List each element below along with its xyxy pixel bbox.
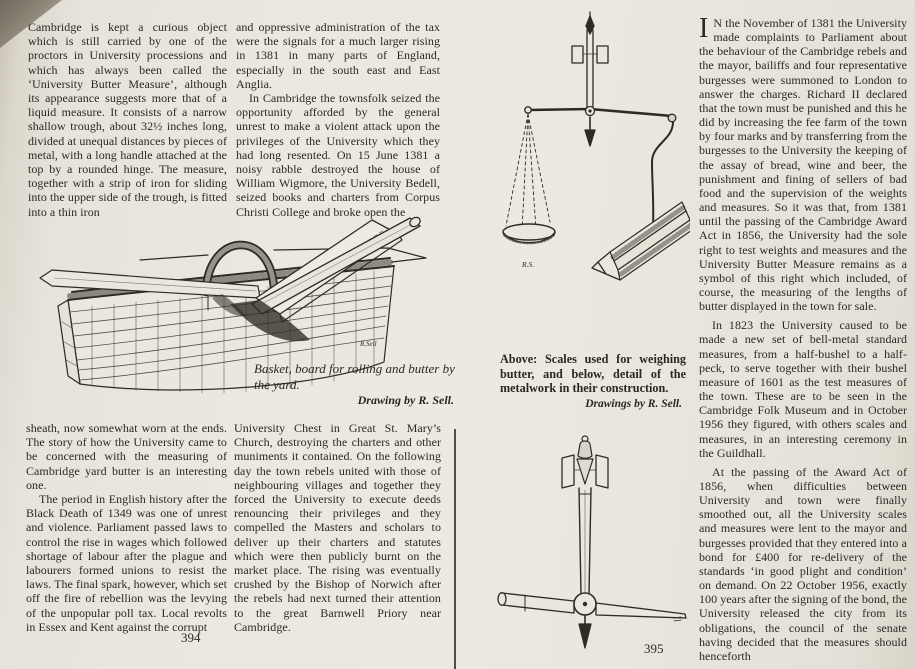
pointer-post <box>587 30 593 112</box>
metalwork-detail-illustration <box>477 428 693 668</box>
detail-cone <box>577 459 593 484</box>
detail-fork-plate <box>562 455 574 488</box>
paragraph: In Cambridge the townsfolk seized the opportunity afforded by the general unrest to make a violent attack upon the privileges of the University which they had long resented. On 15 June 1381 a noisy rabble destroyed the house of William Wigmore, the University Bedell, seized books and charters from Corpus Christi College and broke open the <box>236 91 440 219</box>
drop-cap: I <box>699 13 709 44</box>
beam-pointer <box>585 130 595 146</box>
caption-credit: Drawing by R. Sell. <box>357 393 454 407</box>
page-gutter-line <box>454 429 456 669</box>
scales-illustration <box>484 6 690 348</box>
basket-back-rim <box>140 255 208 260</box>
fork-bracket <box>597 46 608 63</box>
paragraph-text: N the November of 1381 the University made complaints to Parliament about the behaviour of the Cambridge rebels and the mayor, bailiffs and four representative burgesses were summoned to London to answer the charges. Richard II declared that the town must be punished and this he did by increasing the fee farm of the town by four marks and by transferring from the burgesses to the University the keeping of the assay of bread, wine and beer, the punishment and fining of sellers of bad food and the supervision of the weights and measures. So it was that, from 1381 until the passing of the Cambridge Award Act in 1856, the University had the sole right to test weights and measures and the University Butter Measure remains as a symbol of this right which included, of course, the measuring of the lengths of butter displayed in the town for sale. <box>699 16 907 314</box>
detail-knob <box>578 441 592 458</box>
artist-signature: R.Sell <box>360 340 377 348</box>
left-page-column2-bottom <box>234 421 441 634</box>
detail-crossbar-left <box>502 593 574 613</box>
artist-signature: R.S. <box>522 260 535 269</box>
paragraph: University Chest in Great St. Mary’s Church, destroying the charters and other muniments it contained. On the following day the town rebels united with those of neighbouring villages and together they forced the University to execute deeds renouncing their privileges and they compelled the Masters and scholars to deliver up their charters and statutes which were then publicly burnt on the market place. The rising was eventually crushed by the Bishop of Norwich after the rebels had next turned their attention to the great Barnwell Priory near Cambridge. <box>234 421 441 634</box>
paragraph: In 1823 the University caused to be made a new set of bell-metal standard measures, from a half-bushel to a half-peck, to serve together with their bushel measure of 1601 as the test measures of the town. These are to be seen in the Cambridge Folk Museum and in October 1956 they figured, with others scales and measures, in an interesting ceremony in the Guildhall. <box>699 318 907 460</box>
detail-fork-plate <box>596 455 608 488</box>
balance-pan <box>503 224 555 240</box>
scales-caption <box>500 352 686 411</box>
left-page-column1-bottom <box>26 421 227 634</box>
pan-cords <box>506 114 550 230</box>
trough-floor <box>614 211 690 270</box>
detail-pointer <box>579 624 591 648</box>
paragraph: The period in English history after the Black Death of 1349 was one of unrest and violence. Parliament passed laws to control the rise in wages which followed shortage of labour after the plague and labourers formed unions to resist the laws. The final spark, however, which set off the fire of rebellion was the levying of the unpopular poll tax. Local revolts in Essex and Kent against the corrupt <box>26 492 227 634</box>
left-page-column2-top <box>236 20 440 219</box>
caption-text: Above: Scales used for weighing butter, and below, detail of the metalwork in their construction. <box>500 352 686 396</box>
detail-crossbar-cap <box>498 593 506 606</box>
balance-beam <box>528 109 672 116</box>
caption-credit: Drawings by R. Sell. <box>585 397 682 410</box>
paragraph: and oppressive administration of the tax were the signals for a much larger rising in 1381 in many parts of England, especially in the south east and East Anglia. <box>236 20 440 91</box>
beam-right-knob <box>668 114 676 122</box>
paragraph: Cambridge is kept a curious object which is still carried by one of the proctors in University processions and which has always been called the ‘University Butter Measure’, although its appearance suggests more that of a liquid measure. It consists of a narrow shallow trough, about 32½ inches long, divided at unequal distances by pieces of metal, with a long handle attached at the top by a rounded hinge. The measure, together with a strip of iron for sliding into the upper side of the trough, is fitted into a thin iron <box>28 20 227 219</box>
left-page-column1-top <box>28 20 227 219</box>
detail-crossbar-right <box>596 603 686 618</box>
page-number-right: 395 <box>644 641 664 656</box>
fork-bracket <box>572 46 583 63</box>
paragraph: At the passing of the Award Act of 1856, when difficulties between University and town were finally smoothed out, all the University scales and measures were lent to the mayor and burgesses provided that they entered into a bond for £400 for re-delivery of the standards ‘in good plight and condition’ on demand. On 22 October 1956, exactly 100 years after the signing of the bond, the University released the city from its obligations, the council of the senate having decided that the measures should henceforth <box>699 464 907 663</box>
right-page-column <box>699 13 907 663</box>
paragraph: sheath, now somewhat worn at the ends. The story of how the University came to be concerned with the measuring of Cambridge yard butter is an interesting one. <box>26 421 227 492</box>
basket-caption <box>254 361 466 409</box>
beam-left-knob <box>525 107 531 113</box>
caption-text: Basket, board for rolling and butter by the yard. <box>254 361 455 392</box>
page-number-left: 394 <box>181 630 201 645</box>
paragraph <box>699 13 907 314</box>
